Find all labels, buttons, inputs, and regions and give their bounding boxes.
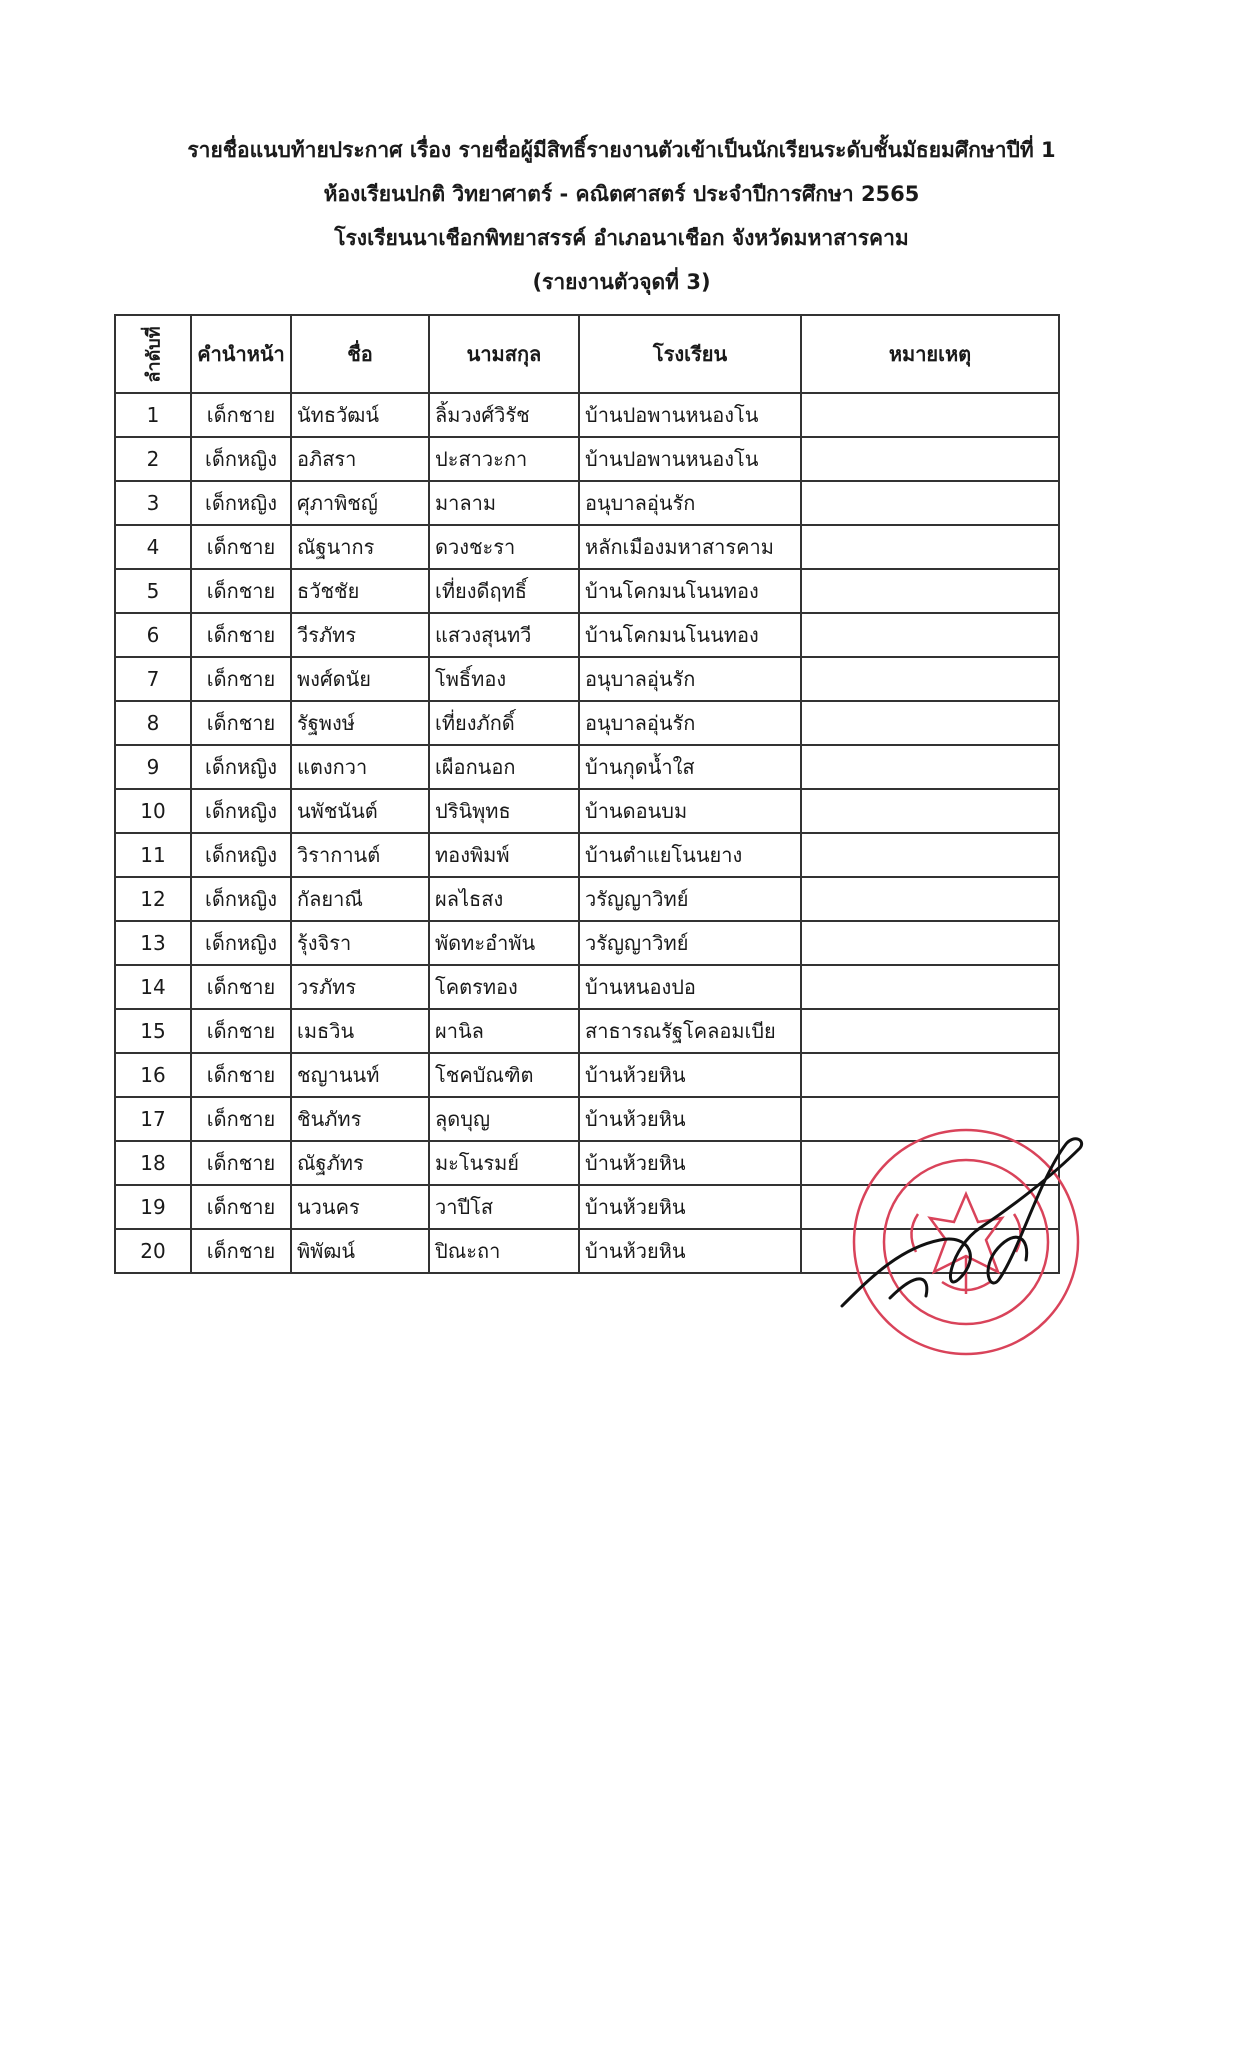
table-row [115,789,1059,833]
cell-school: บ้านกุดน้ำใส [579,745,801,789]
cell-first-name: ณัฐภัทร [291,1141,429,1185]
col-header-note: หมายเหตุ [801,315,1059,393]
cell-prefix: เด็กชาย [191,525,291,569]
cell-number: 1 [115,393,191,437]
cell-school: บ้านดอนบม [579,789,801,833]
table-row [115,877,1059,921]
cell-first-name: วรภัทร [291,965,429,1009]
table-row [115,481,1059,525]
cell-prefix: เด็กหญิง [191,833,291,877]
col-header-number: ลำดับที่ [115,315,191,393]
cell-school: อนุบาลอุ่นรัก [579,481,801,525]
cell-prefix: เด็กชาย [191,701,291,745]
cell-prefix: เด็กหญิง [191,921,291,965]
cell-last-name: เที่ยงภักดิ์ [429,701,579,745]
table-row [115,569,1059,613]
cell-last-name: เผือกนอก [429,745,579,789]
cell-number: 17 [115,1097,191,1141]
header-line-2: ห้องเรียนปกติ วิทยาศาตร์ - คณิตศาสตร์ ประจำปีการศึกษา 2565 [323,182,920,206]
cell-last-name: ผลไธสง [429,877,579,921]
header-line-3: โรงเรียนนาเชือกพิทยาสรรค์ อำเภอนาเชือก จังหวัดมหาสารคาม [334,226,909,250]
cell-last-name: ผานิล [429,1009,579,1053]
cell-first-name: ชินภัทร [291,1097,429,1141]
cell-school: บ้านปอพานหนองโน [579,393,801,437]
cell-number: 6 [115,613,191,657]
cell-first-name: ชญานนท์ [291,1053,429,1097]
cell-number: 4 [115,525,191,569]
cell-prefix: เด็กชาย [191,1229,291,1273]
cell-first-name: พงศ์ดนัย [291,657,429,701]
header-line-4: (รายงานตัวจุดที่ 3) [532,270,711,294]
cell-last-name: โคตรทอง [429,965,579,1009]
table-row [115,613,1059,657]
cell-first-name: ธวัชชัย [291,569,429,613]
cell-prefix: เด็กชาย [191,965,291,1009]
cell-school: สาธารณรัฐโคลอมเบีย [579,1009,801,1053]
cell-first-name: วีรภัทร [291,613,429,657]
cell-first-name: นัทธวัฒน์ [291,393,429,437]
cell-first-name: อภิสรา [291,437,429,481]
cell-note [801,965,1059,1009]
cell-first-name: เมธวิน [291,1009,429,1053]
cell-school: บ้านห้วยหิน [579,1185,801,1229]
cell-school: บ้านห้วยหิน [579,1229,801,1273]
cell-number: 12 [115,877,191,921]
cell-prefix: เด็กชาย [191,1009,291,1053]
cell-number: 18 [115,1141,191,1185]
cell-note [801,745,1059,789]
cell-prefix: เด็กหญิง [191,877,291,921]
table-row [115,833,1059,877]
signature [830,1128,1090,1328]
cell-prefix: เด็กชาย [191,393,291,437]
col-header-first-name: ชื่อ [291,315,429,393]
cell-school: บ้านห้วยหิน [579,1097,801,1141]
cell-first-name: รัฐพงษ์ [291,701,429,745]
table-row [115,393,1059,437]
cell-prefix: เด็กชาย [191,1097,291,1141]
cell-prefix: เด็กหญิง [191,745,291,789]
cell-school: วรัญญาวิทย์ [579,877,801,921]
cell-first-name: ศุภาพิชญ์ [291,481,429,525]
cell-last-name: ปรินิพุทธ [429,789,579,833]
cell-note [801,921,1059,965]
cell-note [801,613,1059,657]
table-row [115,701,1059,745]
cell-note [801,877,1059,921]
cell-last-name: วาปีโส [429,1185,579,1229]
cell-school: บ้านห้วยหิน [579,1141,801,1185]
cell-note [801,437,1059,481]
cell-last-name: มาลาม [429,481,579,525]
cell-note [801,789,1059,833]
col-header-prefix: คำนำหน้า [191,315,291,393]
cell-school: หลักเมืองมหาสารคาม [579,525,801,569]
cell-note [801,1053,1059,1097]
cell-number: 8 [115,701,191,745]
cell-school: บ้านปอพานหนองโน [579,437,801,481]
cell-first-name: นพัชนันต์ [291,789,429,833]
cell-note [801,701,1059,745]
col-header-school: โรงเรียน [579,315,801,393]
cell-note [801,481,1059,525]
table-row [115,965,1059,1009]
cell-number: 2 [115,437,191,481]
cell-prefix: เด็กชาย [191,657,291,701]
col-header-last-name: นามสกุล [429,315,579,393]
cell-last-name: มะโนรมย์ [429,1141,579,1185]
cell-prefix: เด็กหญิง [191,789,291,833]
table-row [115,657,1059,701]
cell-first-name: นวนคร [291,1185,429,1229]
cell-note [801,393,1059,437]
cell-school: บ้านห้วยหิน [579,1053,801,1097]
table-row [115,921,1059,965]
cell-prefix: เด็กชาย [191,1185,291,1229]
document-header [0,128,1243,304]
cell-number: 15 [115,1009,191,1053]
cell-last-name: พัดทะอำพัน [429,921,579,965]
table-row [115,437,1059,481]
cell-number: 7 [115,657,191,701]
cell-first-name: แตงกวา [291,745,429,789]
cell-note [801,833,1059,877]
cell-note [801,525,1059,569]
cell-number: 14 [115,965,191,1009]
table-row [115,1053,1059,1097]
cell-prefix: เด็กชาย [191,569,291,613]
cell-last-name: ลุดบุญ [429,1097,579,1141]
cell-first-name: กัลยาณี [291,877,429,921]
cell-prefix: เด็กชาย [191,613,291,657]
cell-school: วรัญญาวิทย์ [579,921,801,965]
cell-last-name: ดวงชะรา [429,525,579,569]
cell-note [801,1009,1059,1053]
cell-prefix: เด็กชาย [191,1053,291,1097]
cell-number: 19 [115,1185,191,1229]
cell-note [801,569,1059,613]
cell-first-name: ณัฐนากร [291,525,429,569]
table-row [115,525,1059,569]
cell-last-name: ทองพิมพ์ [429,833,579,877]
cell-number: 13 [115,921,191,965]
cell-number: 10 [115,789,191,833]
cell-number: 16 [115,1053,191,1097]
cell-number: 11 [115,833,191,877]
cell-prefix: เด็กหญิง [191,481,291,525]
cell-school: อนุบาลอุ่นรัก [579,657,801,701]
cell-last-name: แสวงสุนทวี [429,613,579,657]
cell-school: บ้านหนองปอ [579,965,801,1009]
cell-school: อนุบาลอุ่นรัก [579,701,801,745]
cell-last-name: เที่ยงดีฤทธิ์ [429,569,579,613]
table-header-row [115,315,1059,393]
cell-school: บ้านตำแยโนนยาง [579,833,801,877]
cell-last-name: โชคบัณฑิต [429,1053,579,1097]
cell-last-name: ลิ้มวงศ์วิรัช [429,393,579,437]
cell-first-name: วิรากานต์ [291,833,429,877]
table-row [115,1009,1059,1053]
cell-school: บ้านโคกมนโนนทอง [579,613,801,657]
header-line-1: รายชื่อแนบท้ายประกาศ เรื่อง รายชื่อผู้มีสิทธิ์รายงานตัวเข้าเป็นนักเรียนระดับชั้นมัธยมศึกษาปีที่ 1 [187,138,1056,162]
cell-number: 3 [115,481,191,525]
cell-school: บ้านโคกมนโนนทอง [579,569,801,613]
cell-prefix: เด็กหญิง [191,437,291,481]
cell-last-name: ปิณะถา [429,1229,579,1273]
cell-first-name: รุ้งจิรา [291,921,429,965]
table-row [115,745,1059,789]
cell-note [801,657,1059,701]
cell-number: 20 [115,1229,191,1273]
cell-number: 9 [115,745,191,789]
cell-number: 5 [115,569,191,613]
cell-first-name: พิพัฒน์ [291,1229,429,1273]
cell-last-name: ปะสาวะกา [429,437,579,481]
cell-last-name: โพธิ์ทอง [429,657,579,701]
cell-prefix: เด็กชาย [191,1141,291,1185]
